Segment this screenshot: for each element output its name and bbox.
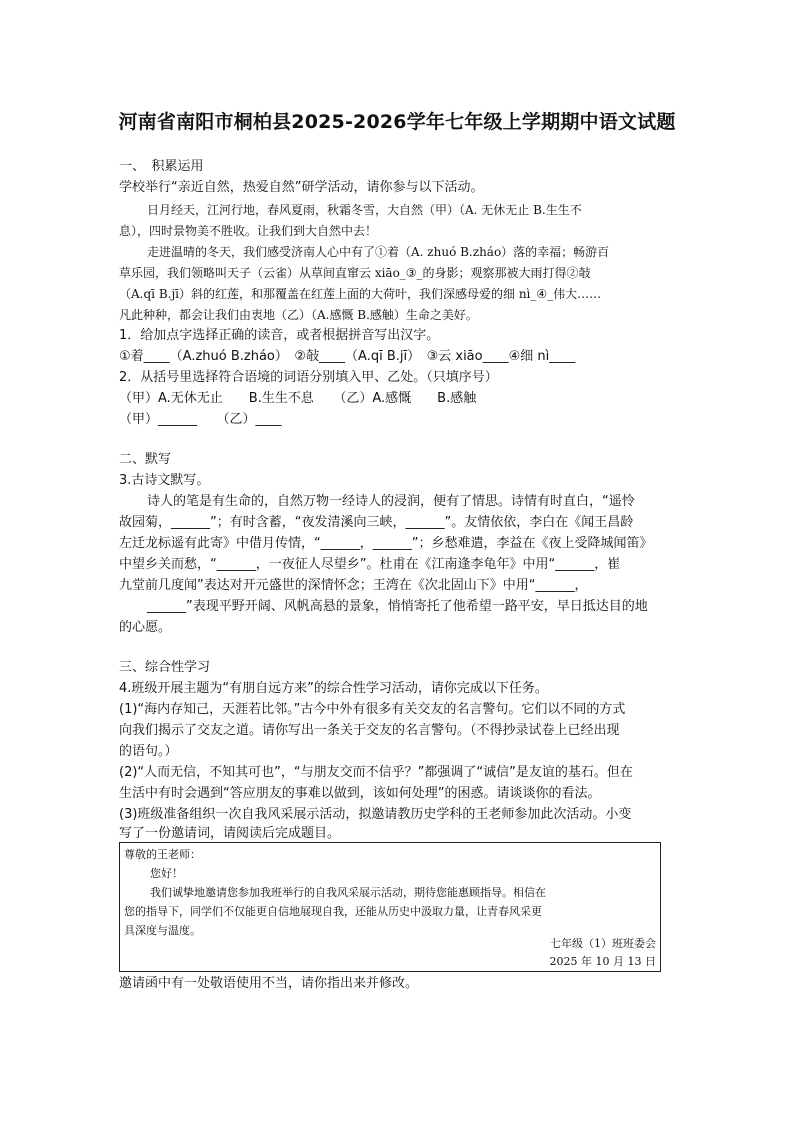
letter-signer: 七年级（1）班班委会 [550,937,656,950]
poem-text-line: 中望乡关而愁，“______，一夜征人尽望乡”。杜甫在《江南逢李龟年》中用“______，崔 [119,557,621,572]
task-3-line: (3)班级准备组织一次自我风采展示活动，拟邀请教历史学科的王老师参加此次活动。小变 [119,807,632,822]
task-1-line: 的语句。） [119,744,178,759]
section-2-heading: 二、默写 [119,452,172,467]
poem-text-line: 九堂前几度闻”表达对开元盛世的深情怀念；王湾在《次北固山下》中用“______， [119,578,588,593]
section-3-heading: 三、综合性学习 [119,660,211,675]
letter-salutation: 尊敬的王老师： [124,848,201,861]
task-3-line: 写了一份邀请词，请阅读后完成题目。 [119,826,341,841]
final-question: 邀请函中有一处敬语使用不当，请你指出来并修改。 [119,976,419,991]
passage-line: 息），四时景物美不胜收。让我们到大自然中去！ [119,224,378,238]
letter-body-line: 您的指导下，同学们不仅能更自信地展现自我，还能从历史中汲取力量，让青春风采更 [124,905,542,918]
invitation-letter-box [119,842,661,972]
question-1: 1．给加点字选择正确的读音，或者根据拼音写出汉字。 [119,328,440,343]
passage-line: 凡此种种，都会让我们由衷地（乙）（A.感慨 B.感触）生命之美好。 [119,308,478,322]
question-3: 3.古诗文默写。 [119,473,210,488]
poem-text-line: ______”表现平野开阔、风帆高悬的景象，悄悄寄托了他希望一路平安，早日抵达目的地 [147,599,648,614]
passage-line: 草乐园，我们领略叫天子（云雀）从草间直窜云 xiāo_③_的身影；观察那被大雨打得②敧 [119,266,591,280]
letter-date: 2025 年 10 月 13 日 [549,955,656,968]
task-1-line: 向我们揭示了交友之道。请你写出一条关于交友的名言警句。（不得抄录试卷上已经出现 [119,723,620,738]
question-4: 4.班级开展主题为“有朋自远方来”的综合性学习活动，请你完成以下任务。 [119,681,548,696]
poem-text-line: 诗人的笔是有生命的，自然万物一经诗人的浸润，便有了情思。诗情有时直白，“遥怜 [147,494,635,509]
letter-greeting: 您好！ [150,867,183,880]
question-2-options: （甲）A.无休无止 B.生生不息 （乙）A.感慨 B.感触 [119,391,477,406]
question-2-answer: （甲）______ （乙）____ [119,412,282,427]
page-title: 河南省南阳市桐柏县2025-2026学年七年级上学期期中语文试题 [118,111,676,133]
poem-text-line: 故园菊，______”；有时含蓄，“夜发清溪向三峡，______”。友情依依，李白在《闻王昌龄 [119,515,634,530]
task-1-line: (1)“海内存知己，天涯若比邻。”古今中外有很多有关交友的名言警句。它们以不同的方式 [119,702,626,717]
letter-body-line: 我们诚挚地邀请您参加我班举行的自我风采展示活动，期待您能惠顾指导。相信在 [150,886,546,899]
question-2: 2．从括号里选择符合语境的词语分别填入甲、乙处。（只填序号） [119,370,498,385]
poem-text-line: 左迁龙标遥有此寄》中借月传情，“______，______”；乡愁难遣，李益在《夜上受降城闻笛》 [119,536,653,551]
passage-line: 走进温晴的冬天，我们感受济南人心中有了①着（A. zhuó B.zháo）落的幸福；畅游百 [147,245,610,259]
task-2-line: (2)“人而无信，不知其可也”，“与朋友交而不信乎？”都强调了“诚信”是友谊的基石。但在 [119,765,633,780]
task-2-line: 生活中有时会遇到“答应朋友的事难以做到，该如何处理”的困惑。请谈谈你的看法。 [119,786,601,801]
letter-body-line: 具深度与温度。 [124,924,201,937]
section-1-intro: 学校举行“亲近自然，热爱自然”研学活动，请你参与以下活动。 [119,180,484,195]
question-1-options: ①着____（A.zhuó B.zháo） ②敧____（A.qī B.jī） ③云 xiāo____④细 nì____ [119,349,576,364]
passage-line: 日月经天，江河行地，春风夏雨，秋霜冬雪，大自然（甲）（A. 无休无止 B.生生不 [147,203,582,217]
passage-line: （A.qī B.jī）斜的红莲，和那覆盖在红莲上面的大荷叶，我们深感母爱的细 nì_④_伟大…… [119,287,602,301]
section-1-heading: 一、 积累运用 [119,159,204,174]
poem-text-line: 的心愿。 [119,620,172,635]
